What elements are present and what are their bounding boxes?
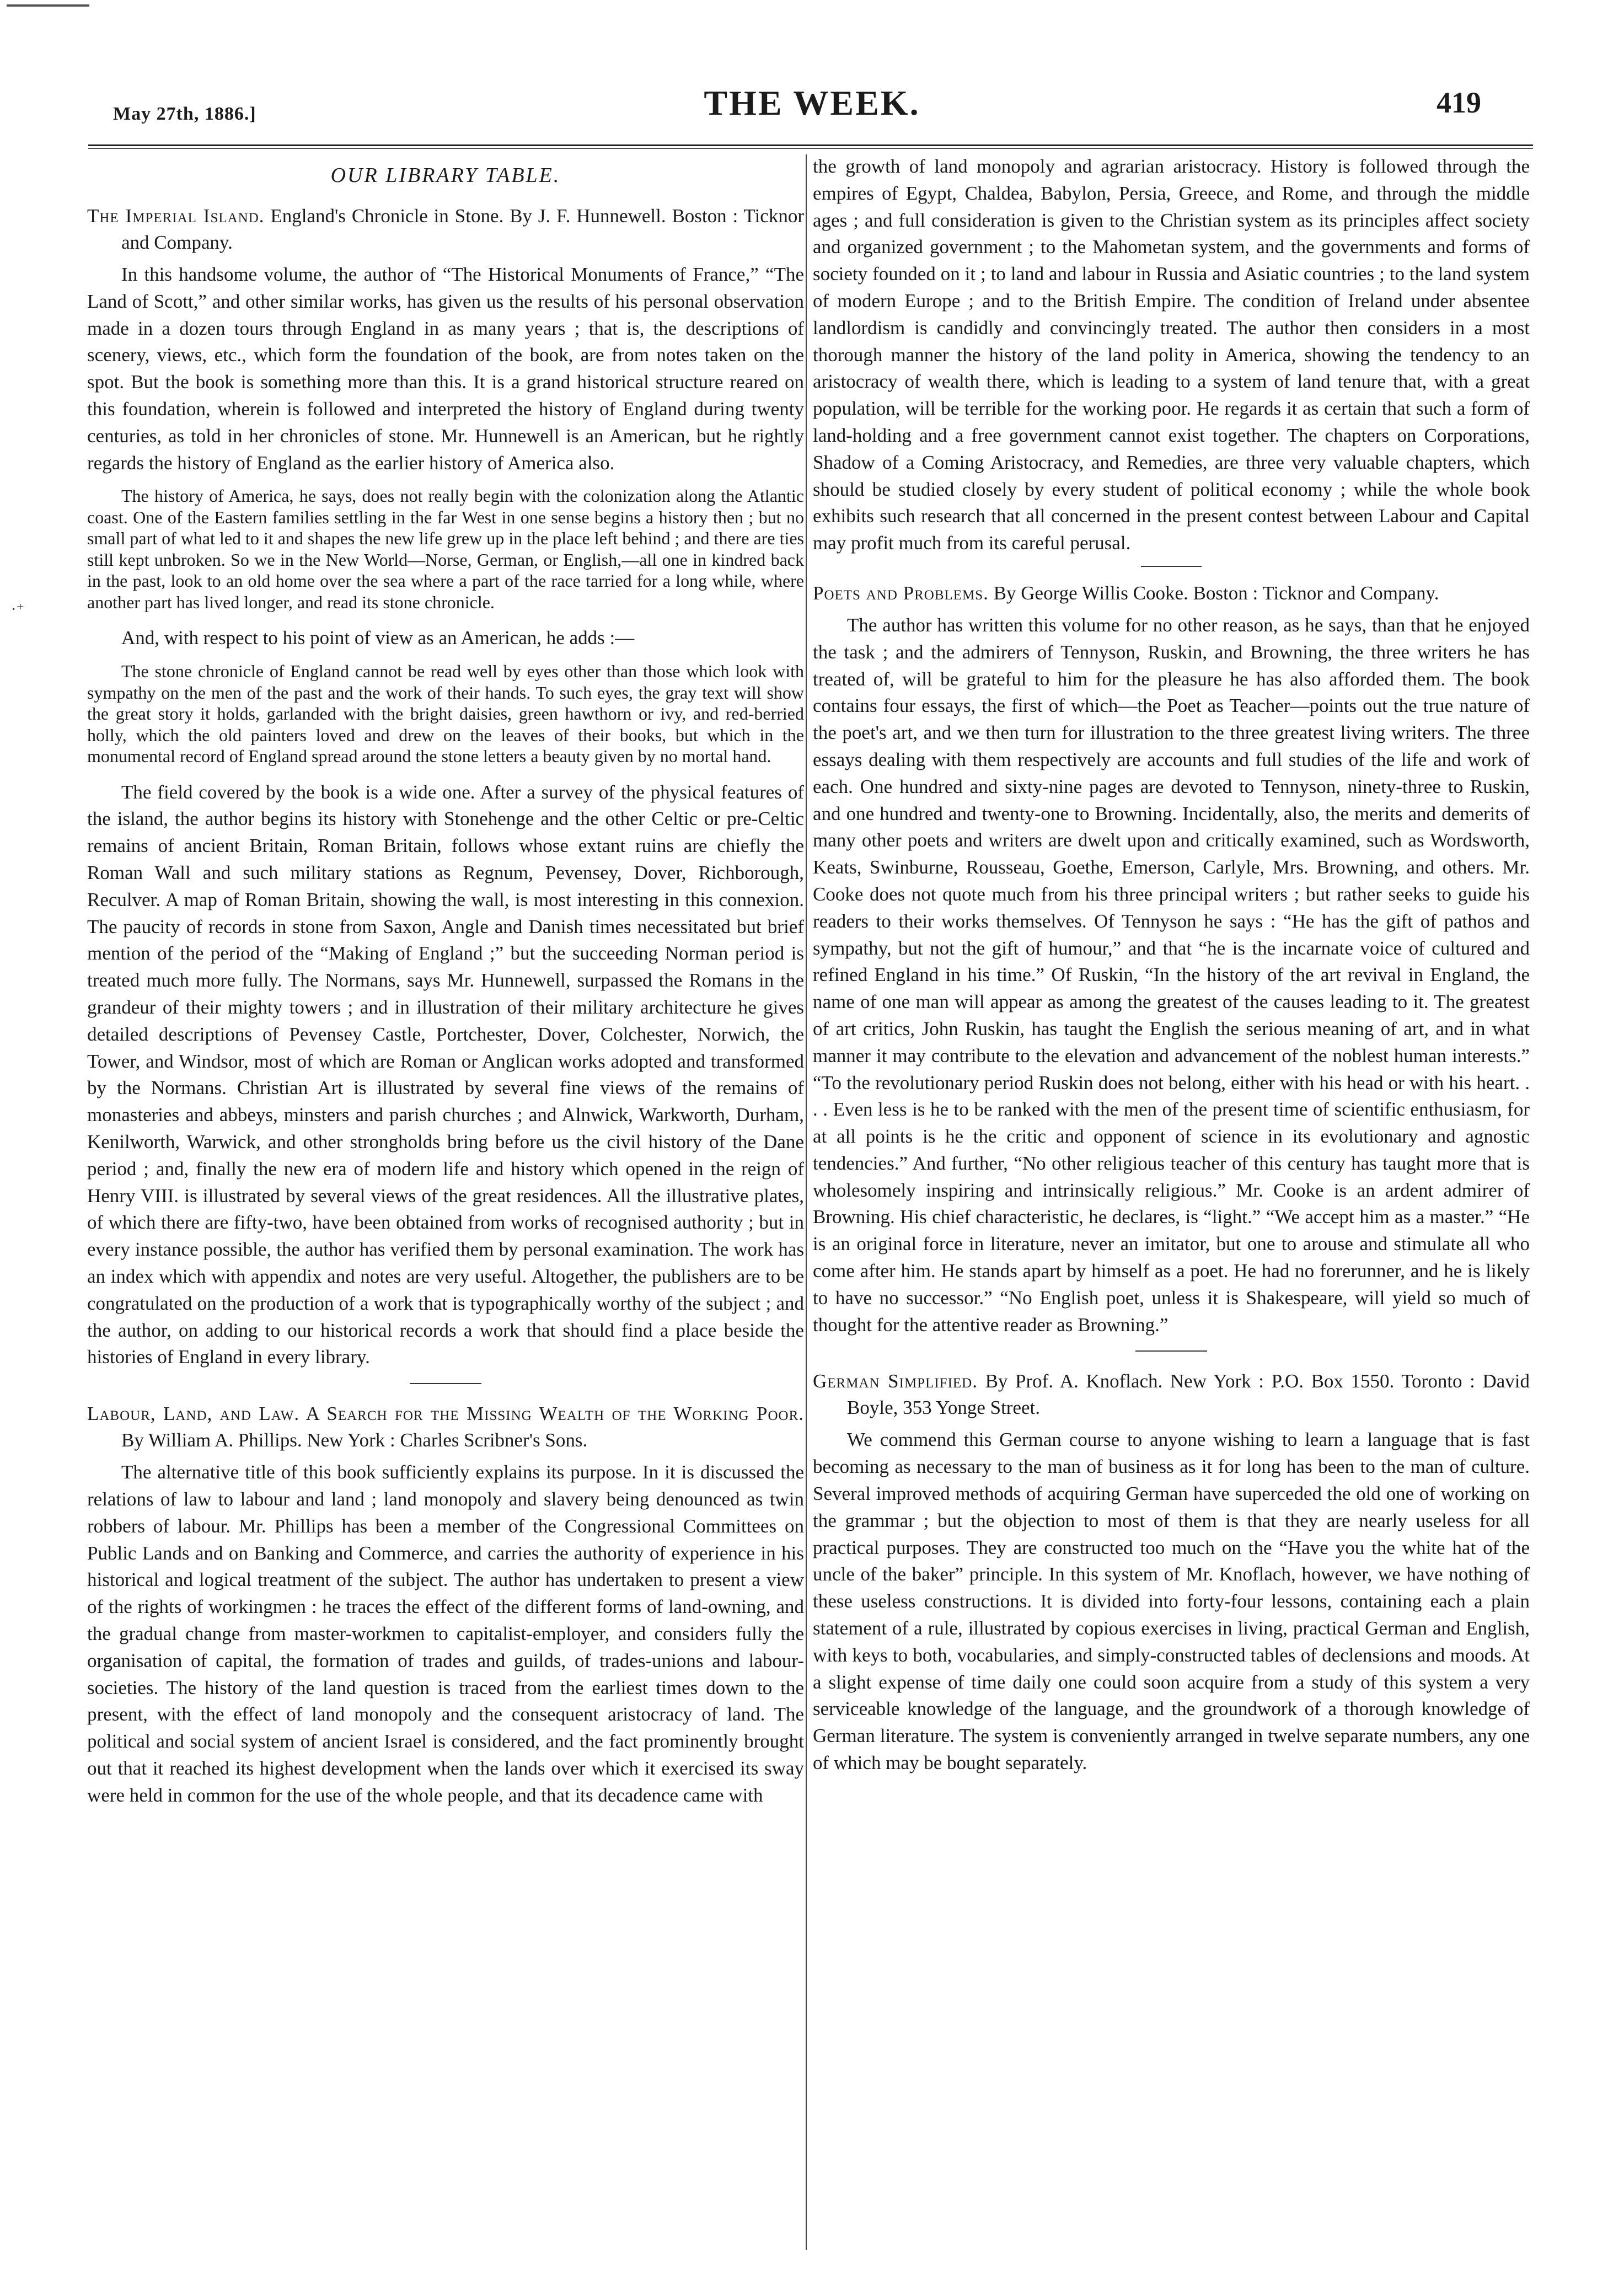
block-quote: The stone chronicle of England cannot be read well by eyes other than those which look with sympathy on the men of the past and the work of their hands. To such eyes, the gray text will show the great story it holds, garlanded with the bright daisies, green hawthorn or ivy, and red-berried holly, which the old painters loved and drew on the leaves of their books, but which in the monumental record of England spread around the stone letters a beauty given by no mortal hand. (87, 661, 804, 767)
review-paragraph: We commend this German course to anyone wishing to learn a language that is fast becoming as necessary to the man of business as it for long has been to the man of culture. Several improved methods of acquiring German have superceded the old one of working on the grammar ; but the objection to most of them is that they are nearly useless for all practical purposes. They are constructed too much on the “Have you the white hat of the uncle of the baker” principle. In this system of Mr. Knoflach, however, we have nothing of these useless constructions. It is divided into forty-four lessons, containing each a plain statement of a rule, illustrated by copious exercises in living, practical German and English, with keys to both, vocabularies, and simply-constructed tables of declensions and moods. At a slight expense of time daily one could soon acquire from a study of this system a very serviceable knowledge of the language, and the groundwork of a thorough knowledge of German literature. The system is conveniently arranged in twelve separate numbers, any one of which may be bought separately. (813, 1429, 1530, 1774)
left-column (87, 153, 804, 1818)
review-title: The Imperial Island. (87, 205, 265, 227)
review-heading-labour-land-law (87, 1401, 804, 1454)
review-paragraph: The alternative title of this book sufficiently explains its purpose. In it is discussed the relations of law to labour and land ; land monopoly and slavery being denounced as twin robbers of labour. Mr. Phillips has been a member of the Congressional Committees on Public Lands and on Banking and Commerce, and carries the authority of experience in his historical and logical treatment of the subject. The author has undertaken to present a view of the rights of workingmen : he traces the effect of the different forms of land-owning, and the gradual change from master-workmen to capitalist-employer, and considers fully the organisation of capital, the formation of trades and guilds, of trades-unions and labour-societies. The history of the land question is traced from the earliest times down to the present, with the effect of land monopoly and the consequent aristocracy of land. The political and social system of ancient Israel is considered, and the fact prominently brought out that it reached its highest development when the lands over which it exercised its sway were held in common for the use of the whole people, and that its decadence came with (87, 1461, 804, 1806)
section-divider (1135, 1350, 1207, 1352)
review-heading-poets-problems (813, 580, 1530, 607)
review-title: German Simplified. (813, 1370, 978, 1392)
issue-date: May 27th, 1886.] (113, 104, 256, 124)
header-rule (88, 144, 1533, 149)
masthead-title: THE WEEK. (704, 83, 920, 122)
review-paragraph-continued: the growth of land monopoly and agrarian aristocracy. History is followed through the empires of Egypt, Chaldea, Babylon, Persia, Greece, and Rome, and through the middle ages ; and full consideration is given to the Christian system as its principles affect society and organized government ; to the Mahometan system, and the governments and forms of society founded on it ; to land and labour in Russia and Asiatic countries ; to the land system of modern Europe ; and to the British Empire. The condition of Ireland under absentee landlordism is candidly and convincingly treated. The author then considers in a most thorough manner the history of the land polity in America, showing the tendency to an aristocracy of wealth there, which is leading to a system of land tenure that, with a great population, will be terrible for the working poor. He regards it as certain that such a form of land-holding and a free government cannot exist together. The chapters on Corporations, Shadow of a Coming Aristocracy, and Remedies, are three very valuable chapters, which should be studied closely by every student of political economy ; while the whole book exhibits such research that all concerned in the present contest between Labour and Capital may profit much from its careful perusal. (813, 156, 1530, 554)
review-paragraph: The author has written this volume for no other reason, as he says, than that he enjoyed the task ; and the admirers of Tennyson, Ruskin, and Browning, the three writers he has treated of, will be grateful to him for the pleasure he has also afforded them. The book contains four essays, the first of which—the Poet as Teacher—points out the true nature of the poet's art, and we then turn for illustration to the three greatest living writers. The three essays dealing with them respectively are accounts and full studies of the life and work of each. One hundred and sixty-nine pages are devoted to Tennyson, ninety-three to Ruskin, and one hundred and twenty-one to Browning. Incidentally, also, the merits and demerits of many other poets and writers are dwelt upon and critically examined, such as Wordsworth, Keats, Swinburne, Rousseau, Goethe, Emerson, Carlyle, Mrs. Browning, and others. Mr. Cooke does not quote much from his three principal writers ; but rather seeks to guide his readers to their works themselves. Of Tennyson he says : “He has the gift of pathos and sympathy, but not the gift of humour,” and that “he is the incarnate voice of cultured and refined England in his time.” Of Ruskin, “In the history of the art revival in England, the name of one man will appear as among the greatest of the causes leading to it. The greatest of art critics, John Ruskin, has taught the English the serious meaning of art, and in what manner it may contribute to the elevation and advancement of the noblest human interests.” “To the revolutionary period Ruskin does not belong, either with his head or with his heart. . . . Even less is he to be ranked with the men of the present time of scientific enthusiasm, for at all points is he the critic and opponent of science in its evolutionary and agnostic tendencies.” And further, “No other religious teacher of this century has taught more that is wholesomely inspiring and intrinsically religious.” Mr. Cooke is an ardent admirer of Browning. His chief characteristic, he declares, is “light.” “We accept him as a master.” “He is an original force in literature, never an imitator, but one to arouse and stimulate all who come after him. He stands apart by himself as a poet. He had no forerunner, and he is likely to have no successor.” “No English poet, unless it is Shakespeare, will yield so much of thought for the attentive reader as Browning.” (813, 614, 1530, 1336)
review-heading-imperial-island (87, 203, 804, 256)
review-paragraph: And, with respect to his point of view as an American, he adds :— (121, 627, 635, 649)
right-column (813, 153, 1530, 1786)
review-paragraph: The field covered by the book is a wide one. After a survey of the physical features of the island, the author begins its history with Stonehenge and the other Celtic or pre-Celtic remains of ancient Britain, Roman Britain, follows whose extant ruins are chiefly the Roman Wall and such military stations as Regnum, Pevensey, Dover, Richborough, Reculver. A map of Roman Britain, showing the wall, is most interesting in this connexion. The paucity of records in stone from Saxon, Angle and Danish times necessitated but brief mention of the period of the “Making of England ;” but the succeeding Norman period is treated much more fully. The Normans, says Mr. Hunnewell, surpassed the Romans in the grandeur of their mighty towers ; and in illustration of their military architecture he gives detailed descriptions of Pevensey Castle, Portchester, Dover, Colchester, Norwich, the Tower, and Windsor, most of which are Roman or Anglican works adopted and transformed by the Normans. Christian Art is illustrated by several fine views of the remains of monasteries and abbeys, minsters and parish churches ; and Alnwick, Warkworth, Durham, Kenilworth, Warwick, and other strongholds bring before us the civil history of the Dane period ; and, finally the new era of modern life and history which opened in the reign of Henry VIII. is illustrated by several views of the great residences. All the illustrative plates, of which there are fifty-two, have been obtained from works of recognised authority ; but in every instance possible, the author has verified them by personal examination. The work has an index which with appendix and notes are very useful. Altogether, the publishers are to be congratulated on the production of a work that is typographically worthy of the subject ; and the author, on adding to our historical records a work that should find a place beside the histories of England in every library. (87, 781, 804, 1368)
section-divider (1141, 566, 1202, 567)
page-number: 419 (1437, 86, 1481, 119)
review-details: England's Chronicle in Stone. By J. F. Hunnewell. Boston : Ticknor and Company. (121, 205, 804, 253)
review-details: By William A. Phillips. New York : Charles Scribner's Sons. (121, 1429, 588, 1451)
block-quote: The history of America, he says, does not really begin with the colonization along the Atlantic coast. One of the Eastern families settling in the far West in one sense begins a history then ; but no small part of what led to it and shapes the new life grew up in the place left behind ; and there are ties still kept unbroken. So we in the New World—Norse, German, or English,—all one in kindred back in the past, look to an old home over the sea where a part of the race tarried for a long while, where another part has lived longer, and read its stone chronicle. (87, 486, 804, 612)
margin-mark: ·⁺ (11, 601, 25, 618)
section-heading: OUR LIBRARY TABLE. (330, 164, 561, 187)
review-title: Poets and Problems. (813, 582, 989, 604)
column-divider (806, 154, 807, 2250)
review-title: Labour, Land, and Law. A Search for the Missing Wealth of the Working Poor. (87, 1403, 804, 1425)
review-paragraph: In this handsome volume, the author of “The Historical Monuments of France,” “The Land of Scott,” and other similar works, has given us the results of his personal observation made in a dozen tours through England in as many years ; that is, the descriptions of scenery, views, etc., which form the foundation of the book, are from notes taken on the spot. But the book is something more than this. It is a grand historical structure reared on this foundation, wherein is followed and interpreted the history of England during twenty centuries, as told in her chronicles of stone. Mr. Hunnewell is an American, but he rightly regards the history of England as the earlier history of America also. (87, 264, 804, 474)
review-details: By George Willis Cooke. Boston : Ticknor and Company. (988, 582, 1439, 604)
review-details: By Prof. A. Knoflach. New York : P.O. Box 1550. Toronto : David Boyle, 353 Yonge Street. (847, 1370, 1530, 1419)
section-divider (410, 1383, 481, 1384)
scan-mark (7, 4, 89, 7)
review-heading-german-simplified (813, 1368, 1530, 1421)
